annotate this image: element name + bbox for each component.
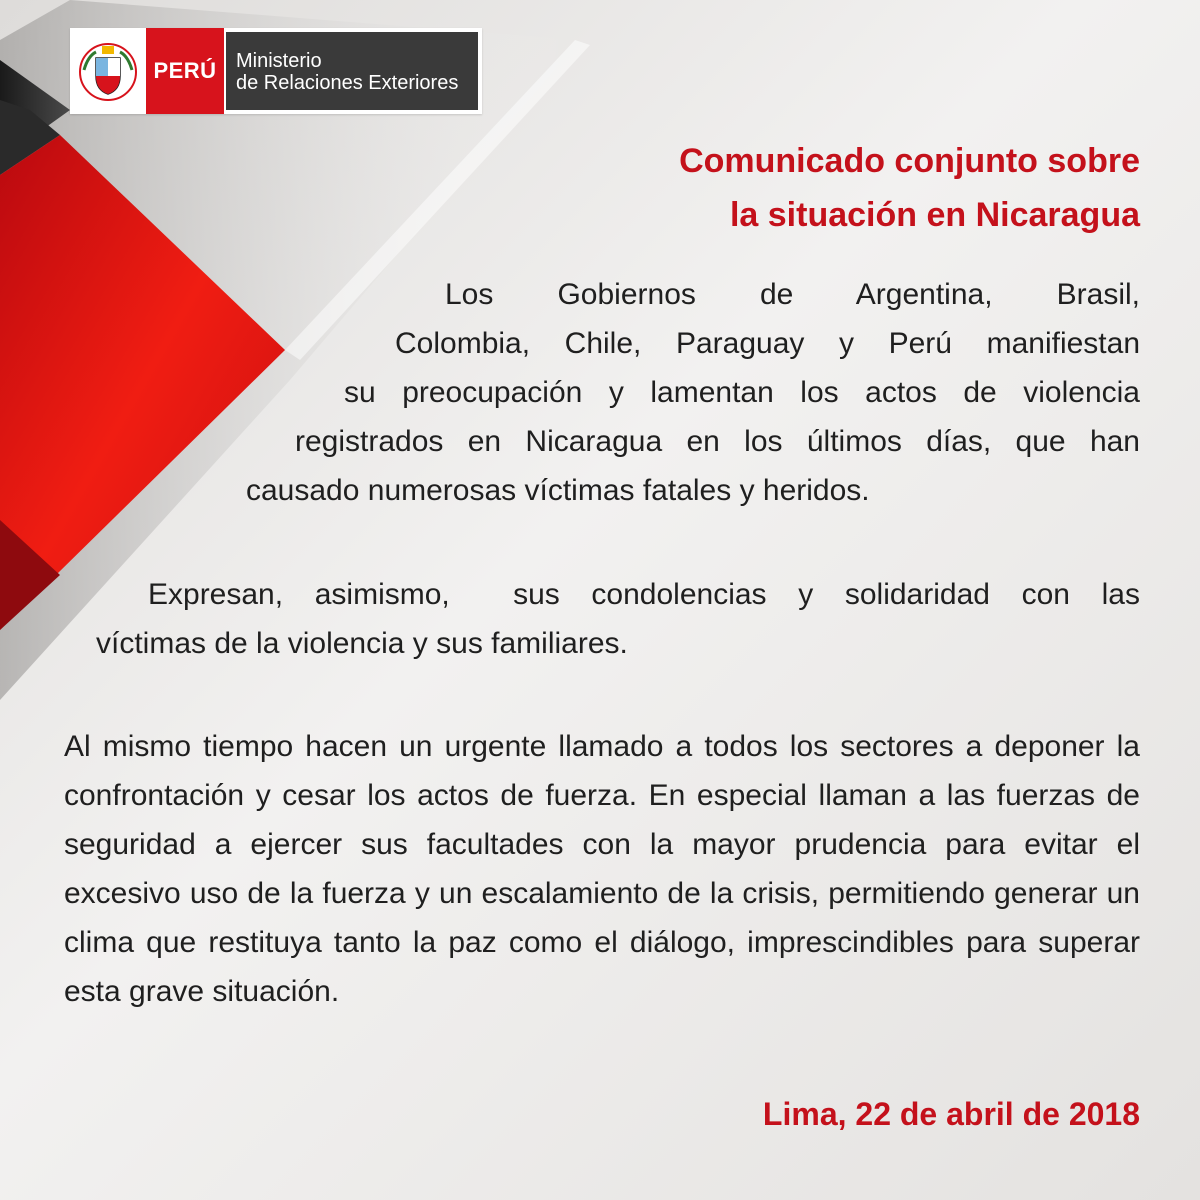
paragraph-1-line-2: Colombia, Chile, Paraguay y Perú manifiestan: [395, 327, 1140, 360]
paragraph-1-line-1: Los Gobiernos de Argentina, Brasil,: [445, 278, 1140, 311]
ministry-name: [226, 32, 478, 110]
paragraph-1-line-5: causado numerosas víctimas fatales y heridos.: [246, 474, 870, 507]
coat-of-arms-icon: [70, 28, 146, 114]
ministry-logo: [70, 28, 482, 114]
paragraph-2-line-1: Expresan, asimismo, sus condolencias y solidaridad con las: [148, 578, 1140, 611]
paragraph-1-line-4: registrados en Nicaragua en los últimos días, que han: [295, 425, 1140, 458]
paragraph-1-line-3: su preocupación y lamentan los actos de violencia: [344, 376, 1140, 409]
ministry-line-2: de Relaciones Exteriores: [236, 72, 459, 94]
ministry-line-1: Ministerio: [236, 50, 322, 72]
paragraph-3: Al mismo tiempo hacen un urgente llamado a todos los sectores a deponer la confrontación y cesar los actos de fuerza. En especial llaman a las fuerzas de seguridad a ejercer sus facultades con la mayor prudencia para evitar el excesivo uso de la fuerza y un escalamiento de la crisis, permitiendo generar un clima que restituya tanto la paz como el diálogo, imprescindibles para superar esta grave situación.: [64, 730, 1140, 1008]
page-title: [440, 134, 1140, 242]
title-line-1: Comunicado conjunto sobre: [679, 142, 1140, 180]
title-line-2: la situación en Nicaragua: [729, 196, 1140, 234]
paragraph-1: [240, 270, 1140, 515]
country-label: PERÚ: [146, 28, 224, 114]
date-line: Lima, 22 de abril de 2018: [762, 1096, 1140, 1132]
paragraph-2: [96, 570, 1140, 668]
paragraph-2-line-2: víctimas de la violencia y sus familiares.: [96, 627, 628, 660]
